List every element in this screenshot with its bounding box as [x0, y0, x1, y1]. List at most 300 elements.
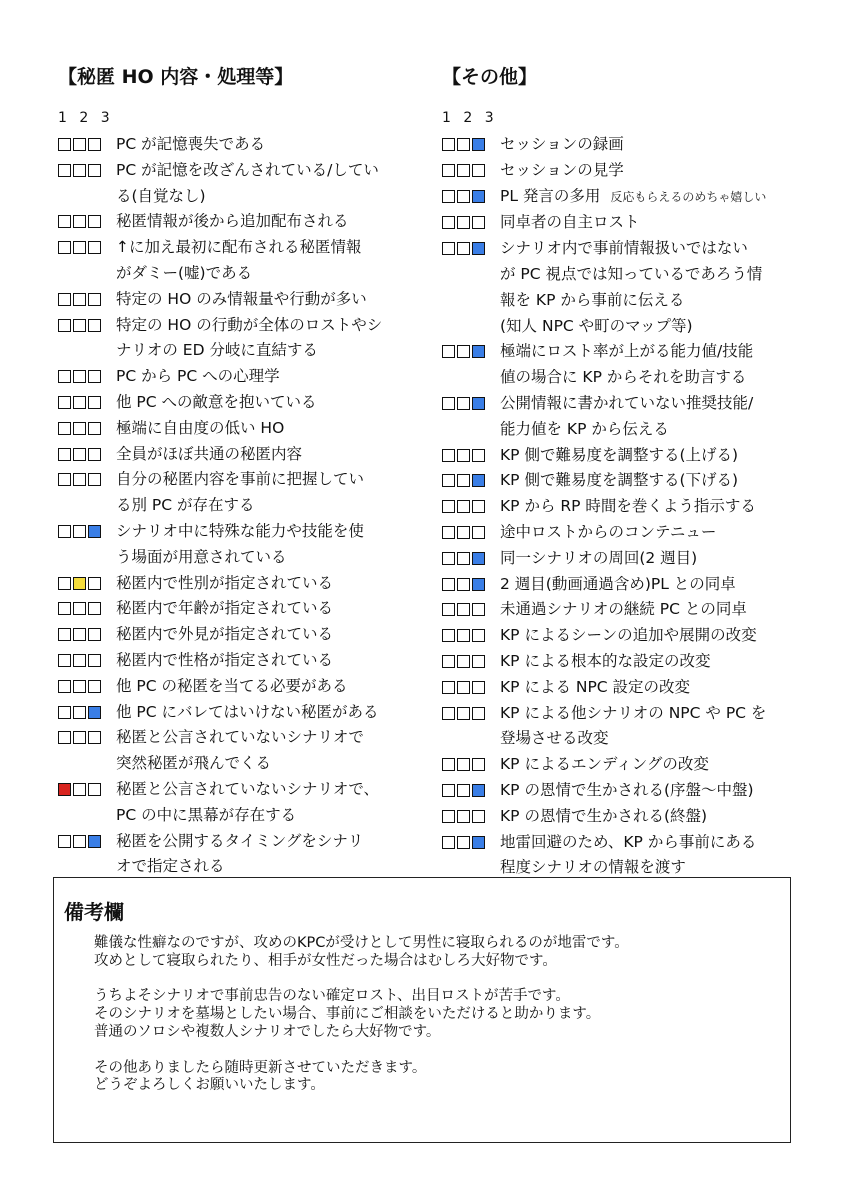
item-line: 未通過シナリオの継続 PC との同卓: [500, 600, 747, 619]
checkbox-3[interactable]: [472, 552, 485, 565]
item-line: 他 PC の秘匿を当てる必要がある: [116, 676, 348, 695]
checklist-row: [442, 675, 834, 701]
item-text: [500, 236, 834, 339]
checkbox-2[interactable]: [457, 449, 470, 462]
checkbox-2[interactable]: [73, 577, 86, 590]
item-text: [116, 829, 428, 881]
item-line: が PC 視点では知っているであろう情: [500, 264, 763, 283]
checkbox-group: [442, 391, 500, 410]
item-text: [116, 158, 428, 210]
item-text: [116, 777, 428, 829]
item-line: 他 PC にバレてはいけない秘匿がある: [116, 702, 379, 721]
item-line: 登場させる改変: [500, 729, 609, 748]
checkbox-1[interactable]: [442, 526, 455, 539]
checkbox-group: [58, 519, 116, 538]
item-text: [500, 597, 834, 623]
checkbox-group: [58, 674, 116, 693]
checkbox-1[interactable]: [442, 138, 455, 151]
item-line: 秘匿を公開するタイミングをシナリ: [116, 831, 364, 850]
item-note: 反応もらえるのめちゃ嬉しい: [610, 189, 767, 204]
checkbox-1[interactable]: [58, 783, 71, 796]
checkbox-3[interactable]: [88, 525, 101, 538]
item-line: 程度シナリオの情報を渡す: [500, 858, 686, 877]
checkbox-1[interactable]: [58, 215, 71, 228]
checkbox-2[interactable]: [457, 784, 470, 797]
item-text: [500, 520, 834, 546]
item-line: 突然秘匿が飛んでくる: [116, 754, 272, 773]
checkbox-group: [58, 596, 116, 615]
checkbox-2[interactable]: [73, 783, 86, 796]
checklist-row: [58, 596, 428, 622]
checkbox-2[interactable]: [457, 836, 470, 849]
checkbox-3[interactable]: [472, 242, 485, 255]
checkbox-2[interactable]: [457, 190, 470, 203]
item-line: KP の恩情で生かされる(終盤): [500, 806, 708, 825]
checkbox-1[interactable]: [58, 473, 71, 486]
checkbox-1[interactable]: [442, 216, 455, 229]
checkbox-2[interactable]: [457, 681, 470, 694]
checkbox-group: [442, 210, 500, 229]
checkbox-2[interactable]: [457, 164, 470, 177]
item-text: [500, 339, 834, 391]
left-column-numbers: 1 2 3: [58, 110, 114, 126]
checkbox-3[interactable]: [88, 293, 101, 306]
checkbox-1[interactable]: [442, 164, 455, 177]
checkbox-2[interactable]: [73, 525, 86, 538]
remarks-line: その他ありましたら随時更新させていただきます。: [94, 1059, 427, 1076]
checkbox-group: [442, 830, 500, 849]
right-checklist: [442, 132, 834, 881]
checkbox-3[interactable]: [472, 810, 485, 823]
checklist-row: [58, 700, 428, 726]
checkbox-2[interactable]: [457, 138, 470, 151]
checkbox-3[interactable]: [472, 474, 485, 487]
item-line: シナリオ中に特殊な能力や技能を使: [116, 521, 364, 540]
checkbox-3[interactable]: [88, 319, 101, 332]
item-text: [500, 701, 834, 753]
item-line: KP による他シナリオの NPC や PC を: [500, 703, 767, 722]
checklist-row: [58, 287, 428, 313]
checkbox-1[interactable]: [58, 241, 71, 254]
checkbox-1[interactable]: [442, 449, 455, 462]
right-heading: 【その他】: [442, 66, 538, 88]
checkbox-group: [442, 649, 500, 668]
checkbox-2[interactable]: [457, 526, 470, 539]
checklist-row: [58, 829, 428, 881]
checkbox-1[interactable]: [58, 731, 71, 744]
item-text: [116, 132, 428, 158]
item-line: 自分の秘匿内容を事前に把握してい: [116, 470, 365, 489]
item-text: [116, 674, 428, 700]
checkbox-2[interactable]: [73, 164, 86, 177]
item-line: KP によるシーンの追加や展開の改変: [500, 626, 757, 645]
checkbox-1[interactable]: [442, 784, 455, 797]
item-line: 途中ロストからのコンテニュー: [500, 522, 717, 541]
checkbox-group: [58, 829, 116, 848]
checkbox-1[interactable]: [442, 500, 455, 513]
checklist-row: [58, 209, 428, 235]
checkbox-2[interactable]: [73, 215, 86, 228]
checkbox-2[interactable]: [457, 397, 470, 410]
checkbox-3[interactable]: [88, 706, 101, 719]
checkbox-group: [442, 236, 500, 255]
checkbox-3[interactable]: [88, 602, 101, 615]
checkbox-1[interactable]: [58, 525, 71, 538]
checkbox-group: [58, 725, 116, 744]
checkbox-1[interactable]: [442, 629, 455, 642]
checkbox-2[interactable]: [73, 628, 86, 641]
item-text: [116, 467, 428, 519]
checklist-row: [442, 468, 834, 494]
item-line: セッションの録画: [500, 135, 624, 153]
checklist-row: [442, 391, 834, 443]
checkbox-2[interactable]: [457, 578, 470, 591]
checkbox-2[interactable]: [457, 242, 470, 255]
item-line: 秘匿内で外見が指定されている: [116, 625, 334, 644]
checkbox-3[interactable]: [88, 448, 101, 461]
item-text: [500, 830, 834, 882]
checkbox-1[interactable]: [58, 422, 71, 435]
checkbox-2[interactable]: [73, 319, 86, 332]
item-line: 値の場合に KP からそれを助言する: [500, 368, 747, 387]
item-line: 秘匿と公言されていないシナリオで、: [116, 779, 380, 798]
item-line: シナリオ内で事前情報扱いではない: [500, 239, 748, 258]
item-line: 秘匿内で性格が指定されている: [116, 650, 334, 669]
checkbox-2[interactable]: [73, 835, 86, 848]
checkbox-2[interactable]: [457, 603, 470, 616]
checkbox-1[interactable]: [442, 603, 455, 616]
checklist-row: [58, 364, 428, 390]
checkbox-group: [58, 313, 116, 332]
item-text: [116, 235, 428, 287]
item-text: [500, 572, 834, 598]
checkbox-group: [442, 623, 500, 642]
item-text: [116, 725, 428, 777]
checkbox-3[interactable]: [88, 835, 101, 848]
item-line: 秘匿情報が後から追加配布される: [116, 212, 349, 231]
checkbox-3[interactable]: [472, 836, 485, 849]
item-line: 同一シナリオの周回(2 週目): [500, 548, 698, 567]
item-line: KP の恩情で生かされる(序盤～中盤): [500, 780, 754, 799]
checkbox-1[interactable]: [442, 836, 455, 849]
item-text: [116, 622, 428, 648]
checkbox-3[interactable]: [88, 370, 101, 383]
checkbox-1[interactable]: [58, 654, 71, 667]
checkbox-3[interactable]: [472, 784, 485, 797]
checkbox-3[interactable]: [88, 215, 101, 228]
checkbox-3[interactable]: [472, 758, 485, 771]
checkbox-1[interactable]: [58, 319, 71, 332]
checkbox-2[interactable]: [457, 707, 470, 720]
checkbox-3[interactable]: [472, 681, 485, 694]
item-line: (知人 NPC や町のマップ等): [500, 316, 693, 335]
checkbox-2[interactable]: [73, 706, 86, 719]
checkbox-1[interactable]: [58, 396, 71, 409]
item-line: 2 週目(動画通過含め)PL との同卓: [500, 574, 736, 593]
checklist-row: [58, 416, 428, 442]
checkbox-1[interactable]: [442, 758, 455, 771]
checkbox-2[interactable]: [73, 241, 86, 254]
checklist-row: [58, 622, 428, 648]
checkbox-group: [58, 390, 116, 409]
checkbox-group: [58, 287, 116, 306]
checkbox-2[interactable]: [457, 474, 470, 487]
checkbox-group: [58, 648, 116, 667]
item-text: [116, 571, 428, 597]
checklist-row: [58, 674, 428, 700]
checkbox-group: [58, 571, 116, 590]
checklist-row: [442, 520, 834, 546]
checkbox-3[interactable]: [88, 241, 101, 254]
checkbox-group: [58, 209, 116, 228]
checkbox-2[interactable]: [73, 654, 86, 667]
checkbox-1[interactable]: [442, 707, 455, 720]
checkbox-3[interactable]: [472, 655, 485, 668]
checkbox-3[interactable]: [88, 680, 101, 693]
checkbox-group: [58, 364, 116, 383]
checkbox-3[interactable]: [88, 577, 101, 590]
checkbox-1[interactable]: [442, 681, 455, 694]
checkbox-2[interactable]: [73, 602, 86, 615]
item-line: 他 PC への敵意を抱いている: [116, 392, 317, 411]
checkbox-group: [442, 804, 500, 823]
checkbox-1[interactable]: [442, 397, 455, 410]
checkbox-group: [58, 158, 116, 177]
item-text: [500, 391, 834, 443]
checklist-row: [442, 546, 834, 572]
item-line: オで指定される: [116, 857, 225, 876]
remarks-line: うちよそシナリオで事前忠告のない確定ロスト、出目ロストが苦手です。: [94, 988, 570, 1005]
checkbox-1[interactable]: [58, 448, 71, 461]
checkbox-group: [58, 467, 116, 486]
item-line: KP による NPC 設定の改変: [500, 677, 691, 696]
checkbox-1[interactable]: [58, 602, 71, 615]
checklist-row: [442, 623, 834, 649]
checkbox-1[interactable]: [58, 138, 71, 151]
checkbox-2[interactable]: [73, 138, 86, 151]
item-text: [500, 778, 834, 804]
checkbox-3[interactable]: [88, 138, 101, 151]
checkbox-2[interactable]: [457, 345, 470, 358]
checkbox-3[interactable]: [88, 164, 101, 177]
checkbox-3[interactable]: [472, 603, 485, 616]
checkbox-3[interactable]: [88, 731, 101, 744]
checkbox-1[interactable]: [58, 628, 71, 641]
checkbox-2[interactable]: [457, 216, 470, 229]
item-line-main: PL 発言の多用: [500, 186, 601, 205]
checklist-row: [442, 158, 834, 184]
checkbox-3[interactable]: [88, 654, 101, 667]
checkbox-3[interactable]: [472, 138, 485, 151]
checkbox-group: [442, 468, 500, 487]
item-text: [116, 209, 428, 235]
checkbox-3[interactable]: [472, 629, 485, 642]
checkbox-group: [442, 597, 500, 616]
checkbox-1[interactable]: [58, 577, 71, 590]
checklist-row: [442, 236, 834, 339]
checkbox-2[interactable]: [457, 655, 470, 668]
checkbox-3[interactable]: [472, 707, 485, 720]
item-text: [116, 596, 428, 622]
checklist-row: [442, 752, 834, 778]
checkbox-1[interactable]: [442, 474, 455, 487]
checkbox-1[interactable]: [442, 190, 455, 203]
checkbox-3[interactable]: [88, 396, 101, 409]
checkbox-3[interactable]: [472, 526, 485, 539]
checkbox-2[interactable]: [457, 629, 470, 642]
checkbox-group: [58, 442, 116, 461]
remarks-line: 難儀な性癖なのですが、攻めのKPCが受けとして男性に寝取られるのが地雷です。: [94, 935, 629, 951]
checkbox-1[interactable]: [58, 164, 71, 177]
remarks-line: 普通のソロシや複数人シナリオでしたら大好物です。: [94, 1023, 441, 1040]
checklist-row: [58, 467, 428, 519]
checkbox-1[interactable]: [442, 242, 455, 255]
checkbox-group: [58, 777, 116, 796]
item-line: 同卓者の自主ロスト: [500, 213, 640, 232]
checkbox-1[interactable]: [58, 706, 71, 719]
checklist-row: [58, 442, 428, 468]
checkbox-2[interactable]: [457, 758, 470, 771]
checklist-row: [442, 210, 834, 236]
checkbox-2[interactable]: [457, 552, 470, 565]
item-text: [500, 494, 834, 520]
checklist-row: [442, 339, 834, 391]
item-text: [116, 416, 428, 442]
checkbox-2[interactable]: [73, 473, 86, 486]
checklist-row: [58, 158, 428, 210]
right-column-numbers: 1 2 3: [442, 110, 498, 126]
checkbox-3[interactable]: [88, 473, 101, 486]
checkbox-1[interactable]: [58, 370, 71, 383]
checkbox-1[interactable]: [442, 810, 455, 823]
remarks-line: どうぞよろしくお願いいたします。: [94, 1077, 325, 1094]
checkbox-group: [442, 132, 500, 151]
checkbox-group: [442, 572, 500, 591]
item-line: PC の中に黒幕が存在する: [116, 805, 297, 824]
item-line: 報を KP から事前に伝える: [500, 290, 685, 309]
left-checklist: [58, 132, 428, 880]
item-text: [500, 649, 834, 675]
left-column: [58, 62, 428, 880]
checkbox-1[interactable]: [58, 293, 71, 306]
checkbox-3[interactable]: [472, 345, 485, 358]
checkbox-2[interactable]: [73, 422, 86, 435]
item-text: [500, 132, 834, 158]
item-text: [116, 364, 428, 390]
checklist-row: [442, 572, 834, 598]
item-text: [500, 675, 834, 701]
item-line: う場面が用意されている: [116, 547, 287, 566]
remarks-gap: [94, 1042, 629, 1060]
remarks-box: [53, 877, 791, 1143]
item-text: [116, 287, 428, 313]
item-line: 全員がほぼ共通の秘匿内容: [116, 444, 303, 463]
item-text: [500, 468, 834, 494]
checkbox-2[interactable]: [73, 731, 86, 744]
item-line: PC が記憶を改ざんされている/してい: [116, 160, 379, 179]
checkbox-group: [442, 778, 500, 797]
item-line: 地雷回避のため、KP から事前にある: [500, 832, 757, 851]
checklist-row: [442, 132, 834, 158]
item-text: [500, 158, 834, 184]
checkbox-2[interactable]: [73, 293, 86, 306]
item-text: [500, 752, 834, 778]
item-line: PC が記憶喪失である: [116, 135, 266, 153]
remarks-title: 備考欄: [64, 900, 124, 924]
checkbox-group: [442, 701, 500, 720]
item-text: [116, 390, 428, 416]
checklist-row: [442, 597, 834, 623]
checkbox-1[interactable]: [58, 680, 71, 693]
checklist-row: [442, 443, 834, 469]
item-line: KP による根本的な設定の改変: [500, 651, 711, 670]
remarks-body: [94, 935, 629, 1095]
checklist-row: [58, 132, 428, 158]
left-heading: 【秘匿 HO 内容・処理等】: [58, 66, 294, 88]
checkbox-1[interactable]: [442, 345, 455, 358]
item-line: 秘匿と公言されていないシナリオで: [116, 728, 364, 747]
item-text: [116, 648, 428, 674]
item-line: 極端に自由度の低い HO: [116, 418, 285, 437]
checkbox-group: [442, 443, 500, 462]
checklist-row: [58, 313, 428, 365]
checkbox-1[interactable]: [58, 835, 71, 848]
checkbox-2[interactable]: [73, 396, 86, 409]
checkbox-3[interactable]: [472, 449, 485, 462]
checkbox-group: [442, 184, 500, 203]
item-line: る(自覚なし): [116, 186, 206, 205]
checkbox-group: [442, 546, 500, 565]
checklist-row: [442, 649, 834, 675]
item-line: ナリオの ED 分岐に直結する: [116, 341, 318, 360]
checkbox-3[interactable]: [472, 500, 485, 513]
item-line: KP 側で難易度を調整する(下げる): [500, 471, 739, 490]
checkbox-1[interactable]: [442, 578, 455, 591]
checkbox-2[interactable]: [73, 370, 86, 383]
item-text: [500, 443, 834, 469]
right-column: [442, 62, 834, 881]
checkbox-3[interactable]: [472, 216, 485, 229]
checkbox-2[interactable]: [73, 448, 86, 461]
checkbox-3[interactable]: [472, 190, 485, 203]
checklist-row: [58, 777, 428, 829]
checkbox-3[interactable]: [88, 422, 101, 435]
checkbox-3[interactable]: [472, 397, 485, 410]
checkbox-1[interactable]: [442, 552, 455, 565]
item-line: セッションの見学: [500, 160, 624, 179]
checkbox-2[interactable]: [457, 500, 470, 513]
checklist-row: [442, 804, 834, 830]
checkbox-3[interactable]: [88, 628, 101, 641]
checkbox-1[interactable]: [442, 655, 455, 668]
item-line: 能力値を KP から伝える: [500, 419, 669, 438]
checkbox-2[interactable]: [73, 680, 86, 693]
checkbox-3[interactable]: [472, 578, 485, 591]
checkbox-2[interactable]: [457, 810, 470, 823]
checkbox-3[interactable]: [472, 164, 485, 177]
item-text: [116, 313, 428, 365]
item-line: KP によるエンディングの改変: [500, 755, 709, 774]
item-line: 特定の HO のみ情報量や行動が多い: [116, 289, 367, 308]
checklist-row: [58, 725, 428, 777]
checkbox-group: [442, 494, 500, 513]
checkbox-3[interactable]: [88, 783, 101, 796]
checklist-row: [442, 184, 834, 211]
item-line: [500, 184, 834, 211]
item-line: 特定の HO の行動が全体のロストやシ: [116, 315, 383, 334]
checkbox-group: [58, 132, 116, 151]
item-text: [116, 519, 428, 571]
